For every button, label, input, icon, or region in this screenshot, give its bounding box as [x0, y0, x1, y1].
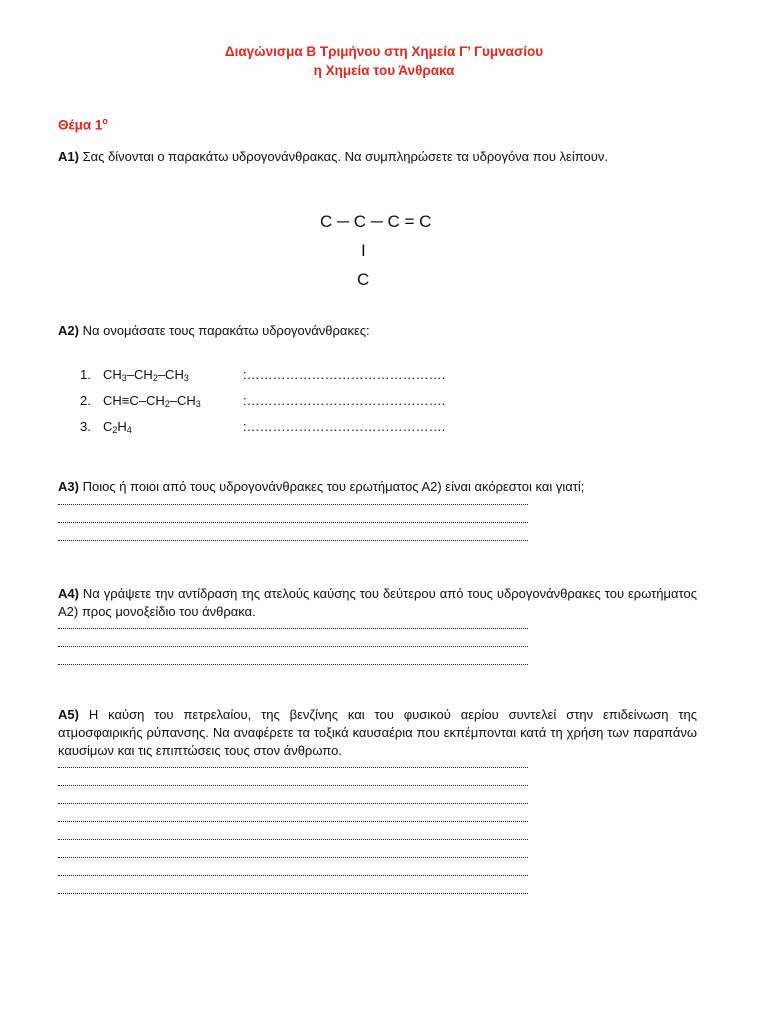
section-heading [58, 116, 108, 133]
list-item [0, 393, 768, 411]
structure-branch-carbon: C [357, 270, 370, 289]
question-a3-label: Α3) [58, 479, 79, 494]
list-item-number: 1. [80, 367, 91, 382]
question-a3-text: Ποιος ή ποιοι από τους υδρογονάνθρακες του ερωτήματος Α2) είναι ακόρεστοι και γιατί; [82, 479, 585, 494]
document-title-line2: η Χημεία του Άνθρακα [313, 63, 455, 78]
list-item [0, 367, 768, 385]
answer-line[interactable] [58, 502, 528, 505]
answer-line[interactable] [58, 801, 528, 804]
answer-blank[interactable]: :………………………………………. [243, 367, 446, 382]
list-item [0, 419, 768, 437]
formula-ethene: $C_2H_4$ [103, 419, 132, 435]
answer-line[interactable] [58, 626, 528, 629]
section-superscript: ο [102, 116, 108, 126]
answer-line[interactable] [58, 783, 528, 786]
list-item-number: 2. [80, 393, 91, 408]
question-a4-text: Να γράψετε την αντίδραση της ατελούς καύσης του δεύτερου από τους υδρογονάνθρακες του ερωτήματος Α2) προς μονοξείδιο του άνθρακα. [58, 586, 697, 619]
question-a5 [58, 706, 697, 760]
answer-line[interactable] [58, 520, 528, 523]
question-a3 [58, 478, 698, 496]
answer-line[interactable] [58, 662, 528, 665]
structure-main-chain: C ─ C ─ C = C [320, 212, 432, 231]
question-a2-text: Να ονομάσατε τους παρακάτω υδρογονάνθρακες: [82, 323, 370, 338]
answer-line[interactable] [58, 765, 528, 768]
structure-vertical-bond: I [361, 241, 366, 260]
question-a1-label: Α1) [58, 149, 79, 164]
section-label: Θέμα 1 [58, 117, 103, 133]
question-a1-text: Σας δίνονται ο παρακάτω υδρογονάνθρακας. Να συμπληρώσετε τα υδρογόνα που λείπουν. [82, 149, 608, 164]
answer-line[interactable] [58, 819, 528, 822]
answer-line[interactable] [58, 891, 528, 894]
answer-line[interactable] [58, 837, 528, 840]
answer-line[interactable] [58, 873, 528, 876]
question-a2 [58, 323, 370, 338]
answer-blank[interactable]: :………………………………………. [243, 393, 446, 408]
formula-propane: $CH_3-CH_2-CH_3$ [103, 367, 189, 383]
list-item-number: 3. [80, 419, 91, 434]
answer-line[interactable] [58, 644, 528, 647]
formula-butyne: $CH\equiv C-CH_2-CH_3$ [103, 393, 201, 409]
answer-blank[interactable]: :………………………………………. [243, 419, 446, 434]
answer-line[interactable] [58, 855, 528, 858]
answer-line[interactable] [58, 538, 528, 541]
question-a4-label: Α4) [58, 586, 79, 601]
question-a5-text: Η καύση του πετρελαίου, της βενζίνης και του φυσικού αερίου συντελεί στην επιδείνωση της ατμοσφαιρικής ρύπανσης. Να αναφέρετε τα τοξικά καυσαέρια που εκπέμπονται κατά τη χρήση των παραπάνω καυσίμων και τις επιπτώσεις τους στον άνθρωπο. [58, 707, 697, 758]
question-a2-label: Α2) [58, 323, 79, 338]
question-a5-label: Α5) [58, 707, 79, 722]
question-a1 [58, 149, 608, 164]
question-a4 [58, 585, 697, 621]
document-title-line1: Διαγώνισμα Β Τριμήνου στη Χημεία Γ’ Γυμνασίου [224, 44, 544, 59]
